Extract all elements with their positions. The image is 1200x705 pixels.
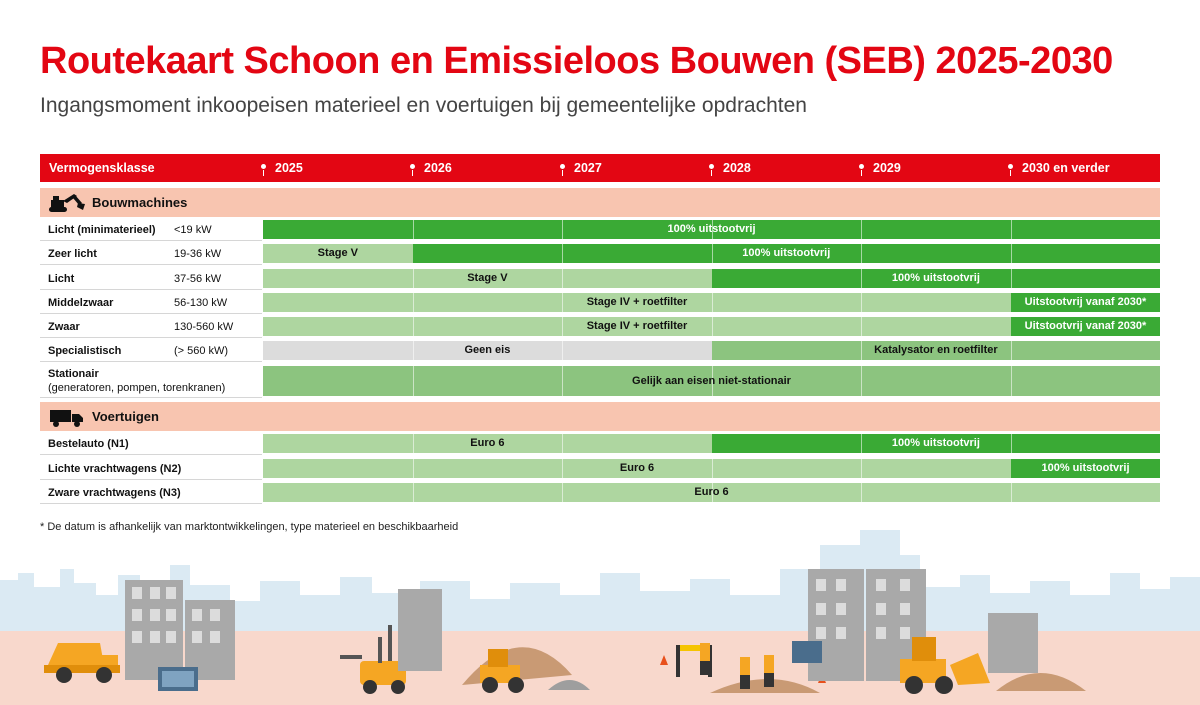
row-label-text: Middelzwaar	[48, 297, 114, 309]
timeline-row	[40, 220, 1160, 239]
year-divider	[861, 483, 862, 502]
year-divider	[861, 317, 862, 336]
requirement-text: Stage IV + roetfilter	[586, 296, 688, 308]
row-label	[48, 273, 74, 285]
year-pin	[562, 170, 563, 176]
row-label-text: Bestelauto (N1)	[48, 438, 129, 450]
requirement-text: Uitstootvrij vanaf 2030*	[1024, 320, 1147, 332]
section-bouwmachines	[40, 188, 1160, 217]
requirement-bar	[1011, 317, 1160, 336]
section-voertuigen	[40, 402, 1160, 431]
year-divider	[861, 220, 862, 239]
row-label-text: Lichte vrachtwagens (N2)	[48, 463, 182, 475]
truck-icon	[47, 406, 87, 428]
requirement-bar	[263, 317, 1011, 336]
year-marker	[709, 164, 714, 169]
row-label	[48, 297, 113, 309]
row-divider	[40, 264, 262, 265]
requirement-bar	[263, 293, 1011, 312]
timeline-header	[40, 154, 1160, 182]
year-marker	[560, 164, 565, 169]
year-divider	[1011, 244, 1012, 263]
year-pin	[1010, 170, 1011, 176]
year-divider	[413, 341, 414, 360]
requirement-bar	[1011, 293, 1160, 312]
timeline-row	[40, 269, 1160, 288]
row-power-range: 19-36 kW	[174, 248, 222, 260]
year-divider	[1011, 220, 1012, 239]
year-divider	[861, 459, 862, 478]
row-divider	[40, 479, 262, 480]
row-power-range: 56-130 kW	[174, 297, 228, 309]
year-pin	[861, 170, 862, 176]
year-divider	[712, 459, 713, 478]
row-label-text: Licht (minimaterieel)	[48, 224, 156, 236]
footnote: * De datum is afhankelijk van marktontwikkelingen, type materieel en beschikbaarheid	[40, 521, 459, 533]
year-divider	[413, 293, 414, 312]
row-power-range: 37-56 kW	[174, 273, 222, 285]
section-title: Bouwmachines	[92, 195, 188, 210]
year-label-2026: 2026	[424, 161, 452, 175]
row-label-text: Licht	[48, 273, 75, 285]
row-label	[48, 345, 121, 357]
row-label-text: Stationair	[48, 368, 99, 380]
row-divider	[40, 337, 262, 338]
requirement-text: 100% uitstootvrij	[891, 437, 980, 449]
year-divider	[413, 483, 414, 502]
page-title: Routekaart Schoon en Emissieloos Bouwen (SEB) 2025-2030	[40, 40, 1113, 82]
requirement-text: Euro 6	[470, 437, 505, 449]
row-label	[48, 438, 129, 450]
year-divider	[1011, 434, 1012, 453]
year-divider	[712, 244, 713, 263]
requirement-text: Uitstootvrij vanaf 2030*	[1024, 296, 1147, 308]
requirement-text: Euro 6	[694, 486, 729, 498]
row-divider	[40, 397, 262, 398]
year-divider	[413, 317, 414, 336]
timeline-row	[40, 341, 1160, 360]
requirement-bar	[263, 483, 1160, 502]
year-divider	[1011, 269, 1012, 288]
year-divider	[861, 341, 862, 360]
year-marker	[1008, 164, 1013, 169]
year-pin	[263, 170, 264, 176]
year-pin	[412, 170, 413, 176]
row-label	[48, 487, 181, 499]
row-label	[48, 368, 225, 394]
row-divider	[40, 361, 262, 362]
requirement-text: 100% uitstootvrij	[742, 247, 831, 259]
year-divider	[562, 269, 563, 288]
row-label-text: Zeer licht	[48, 248, 97, 260]
row-sublabel: (generatoren, pompen, torenkranen)	[48, 382, 226, 394]
requirement-bar	[1011, 459, 1160, 478]
timeline-row	[40, 366, 1160, 396]
year-divider	[1011, 483, 1012, 502]
row-divider	[40, 313, 262, 314]
requirement-bar	[263, 434, 712, 453]
year-marker	[410, 164, 415, 169]
construction-scene-illustration	[0, 525, 1200, 705]
year-label-2029: 2029	[873, 161, 901, 175]
requirement-bar	[263, 269, 712, 288]
requirement-text: 100% uitstootvrij	[891, 272, 980, 284]
requirement-text: Stage IV + roetfilter	[586, 320, 688, 332]
year-divider	[413, 269, 414, 288]
year-divider	[562, 434, 563, 453]
requirement-bar	[712, 269, 1160, 288]
timeline-row	[40, 244, 1160, 263]
timeline-row	[40, 317, 1160, 336]
year-divider	[562, 220, 563, 239]
year-divider	[861, 244, 862, 263]
requirement-bar	[263, 459, 1011, 478]
year-divider	[1011, 366, 1012, 396]
requirement-text: Stage V	[317, 247, 358, 259]
row-divider	[40, 454, 262, 455]
year-marker	[859, 164, 864, 169]
year-divider	[413, 366, 414, 396]
year-divider	[562, 293, 563, 312]
class-column-label: Vermogensklasse	[49, 161, 155, 175]
year-divider	[861, 366, 862, 396]
requirement-text: Geen eis	[464, 344, 511, 356]
row-label	[48, 248, 97, 260]
year-label-2028: 2028	[723, 161, 751, 175]
requirement-text: Katalysator en roetfilter	[874, 344, 998, 356]
page-subtitle: Ingangsmoment inkoopeisen materieel en voertuigen bij gemeentelijke opdrachten	[40, 94, 807, 117]
row-label-text: Zware vrachtwagens (N3)	[48, 487, 181, 499]
year-divider	[413, 434, 414, 453]
excavator-icon	[47, 192, 87, 214]
timeline-row	[40, 483, 1160, 502]
year-divider	[562, 483, 563, 502]
row-divider	[40, 503, 262, 504]
timeline-row	[40, 293, 1160, 312]
row-label	[48, 463, 181, 475]
year-divider	[861, 434, 862, 453]
year-divider	[562, 341, 563, 360]
row-label	[48, 321, 80, 333]
year-divider	[712, 293, 713, 312]
year-divider	[861, 269, 862, 288]
row-label	[48, 224, 156, 236]
requirement-text: Gelijk aan eisen niet-stationair	[632, 375, 791, 387]
year-divider	[562, 244, 563, 263]
year-divider	[712, 317, 713, 336]
year-divider	[413, 459, 414, 478]
row-divider	[40, 289, 262, 290]
year-label-2030: 2030 en verder	[1022, 161, 1110, 175]
requirement-text: 100% uitstootvrij	[1041, 462, 1130, 474]
requirement-bar	[263, 366, 1160, 396]
year-divider	[562, 317, 563, 336]
row-divider	[40, 240, 262, 241]
year-divider	[562, 366, 563, 396]
requirement-text: 100% uitstootvrij	[667, 223, 756, 235]
year-divider	[562, 459, 563, 478]
requirement-bar	[712, 434, 1160, 453]
year-divider	[1011, 341, 1012, 360]
year-label-2025: 2025	[275, 161, 303, 175]
requirement-bar	[263, 341, 712, 360]
year-pin	[711, 170, 712, 176]
row-label-text: Zwaar	[48, 321, 80, 333]
requirement-bar	[712, 341, 1160, 360]
timeline-row	[40, 434, 1160, 453]
requirement-bar	[263, 220, 1160, 239]
year-marker	[261, 164, 266, 169]
row-power-range: <19 kW	[174, 224, 212, 236]
year-divider	[861, 293, 862, 312]
row-label-text: Specialistisch	[48, 345, 122, 357]
row-power-range: (> 560 kW)	[174, 345, 229, 357]
requirement-bar	[263, 244, 413, 263]
requirement-text: Stage V	[467, 272, 508, 284]
year-label-2027: 2027	[574, 161, 602, 175]
section-title: Voertuigen	[92, 409, 159, 424]
timeline-row	[40, 459, 1160, 478]
requirement-text: Euro 6	[619, 462, 655, 474]
requirement-bar	[413, 244, 1160, 263]
row-power-range: 130-560 kW	[174, 321, 234, 333]
year-divider	[413, 220, 414, 239]
